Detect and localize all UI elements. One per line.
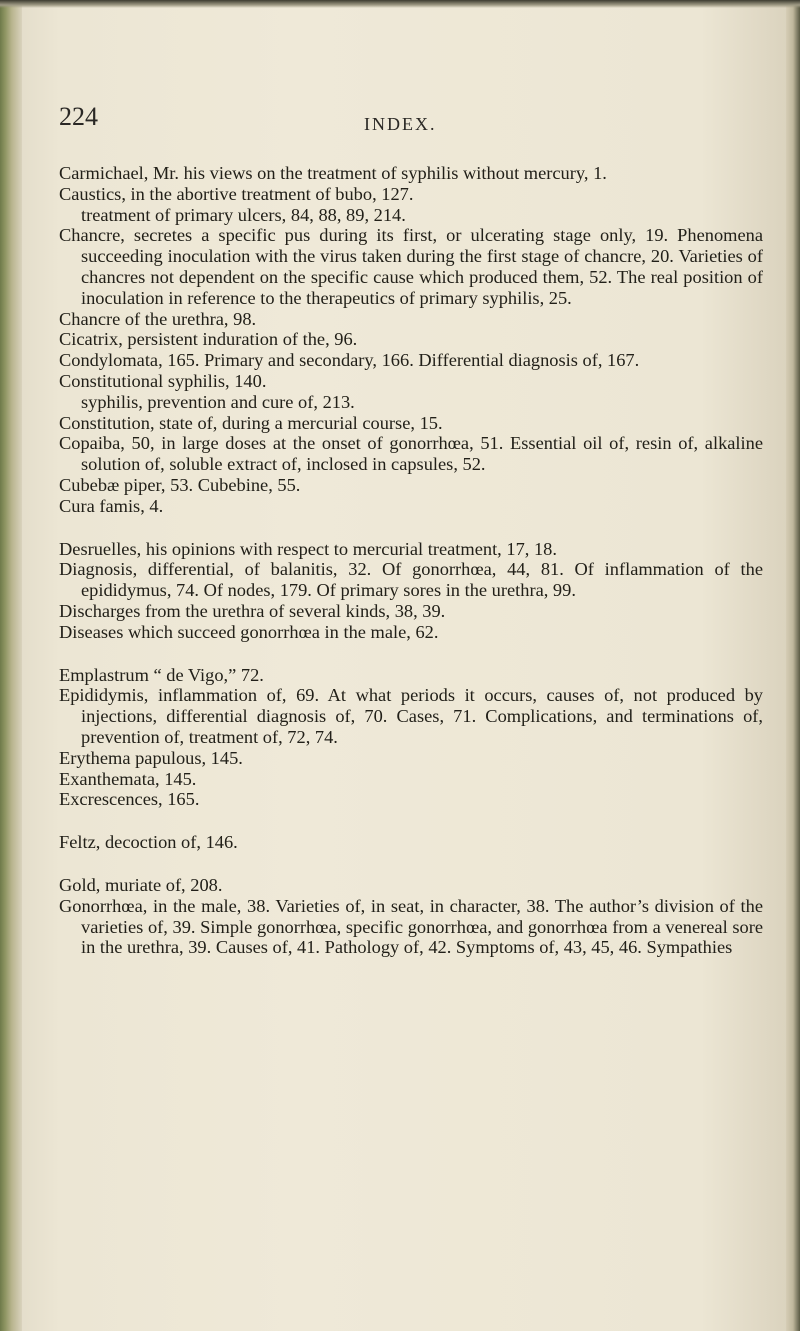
page-number: 224 [59, 102, 98, 131]
index-sub-entry: syphilis, prevention and cure of, 213. [81, 391, 355, 412]
page-left-edge [0, 0, 22, 1331]
index-entry: Diseases which succeed gonorrhœa in the male, 62. [59, 621, 439, 642]
index-entry: Carmichael, Mr. his views on the treatment of syphilis without mercury, 1. [59, 163, 607, 183]
index-entry: Copaiba, 50, in large doses at the onset of gonorrhœa, 51. Essential oil of, resin of, alkaline solution of, soluble extract of, inclosed in capsules, 52. [59, 433, 763, 475]
index-entry: Condylomata, 165. Primary and secondary, 166. Differential diagnosis of, 167. [59, 350, 640, 371]
index-entry: Caustics, in the abortive treatment of bubo, 127. [59, 183, 414, 204]
running-head: INDEX. [364, 114, 437, 134]
index-entry: Cura famis, 4. [59, 495, 164, 516]
index-entry: Cubebæ piper, 53. Cubebine, 55. [59, 474, 301, 495]
letter-group [59, 163, 763, 517]
index-entry: Gold, muriate of, 208. [59, 874, 223, 895]
index-entry: Erythema papulous, 145. [59, 747, 243, 768]
index-entry: Exanthemata, 145. [59, 768, 197, 789]
index-sub-entry: treatment of primary ulcers, 84, 88, 89, 214. [81, 204, 406, 225]
letter-group-gap [59, 810, 763, 832]
index-entry: Constitution, state of, during a mercurial course, 15. [59, 412, 443, 433]
letter-group-gap [59, 853, 763, 875]
index-entry: Discharges from the urethra of several kinds, 38, 39. [59, 600, 446, 621]
index-entry: Excrescences, 165. [59, 789, 200, 810]
letter-group [59, 665, 763, 811]
index-entry: Emplastrum “ de Vigo,” 72. [59, 664, 264, 685]
letter-group [59, 875, 763, 958]
letter-group-gap [59, 517, 763, 539]
letter-group [59, 832, 763, 853]
index-entry: Desruelles, his opinions with respect to mercurial treatment, 17, 18. [59, 538, 557, 559]
index-entry: Chancre of the urethra, 98. [59, 308, 257, 329]
letter-group [59, 539, 763, 643]
index-entry: Feltz, decoction of, 146. [59, 832, 238, 853]
index-entry: Chancre, secretes a specific pus during its first, or ulcerating stage only, 19. Phenomena succeeding inoculation with the virus taken during the first stage of chancre, 20. Varieties of chancres not dependent on the specific cause which produced them, 52. The real position of inoculation in reference to the therapeutics of primary syphilis, 25. [59, 225, 763, 308]
index-entry: Cicatrix, persistent induration of the, 96. [59, 329, 358, 350]
letter-group-gap [59, 643, 763, 665]
index-entries [59, 163, 763, 958]
page-right-edge [786, 0, 800, 1331]
index-entry: Gonorrhœa, in the male, 38. Varieties of, in seat, in character, 38. The author’s division of the varieties of, 39. Simple gonorrhœa, specific gonorrhœa, and gonorrhœa from a venereal sore in the urethra, 39. Causes of, 41. Pathology of, 42. Symptoms of, 43, 45, 46. Sympathies [59, 895, 763, 958]
page-top-edge [0, 0, 800, 8]
index-entry: Epididymis, inflammation of, 69. At what periods it occurs, causes of, not produced by injections, differential diagnosis of, 70. Cases, 71. Complications, and terminations of, prevention of, treatment of, 72, 74. [59, 685, 763, 747]
index-entry: Constitutional syphilis, 140. [59, 370, 267, 391]
index-entry: Diagnosis, differential, of balanitis, 32. Of gonorrhœa, 44, 81. Of inflammation of the epididymus, 74. Of nodes, 179. Of primary sores in the urethra, 99. [59, 559, 763, 601]
